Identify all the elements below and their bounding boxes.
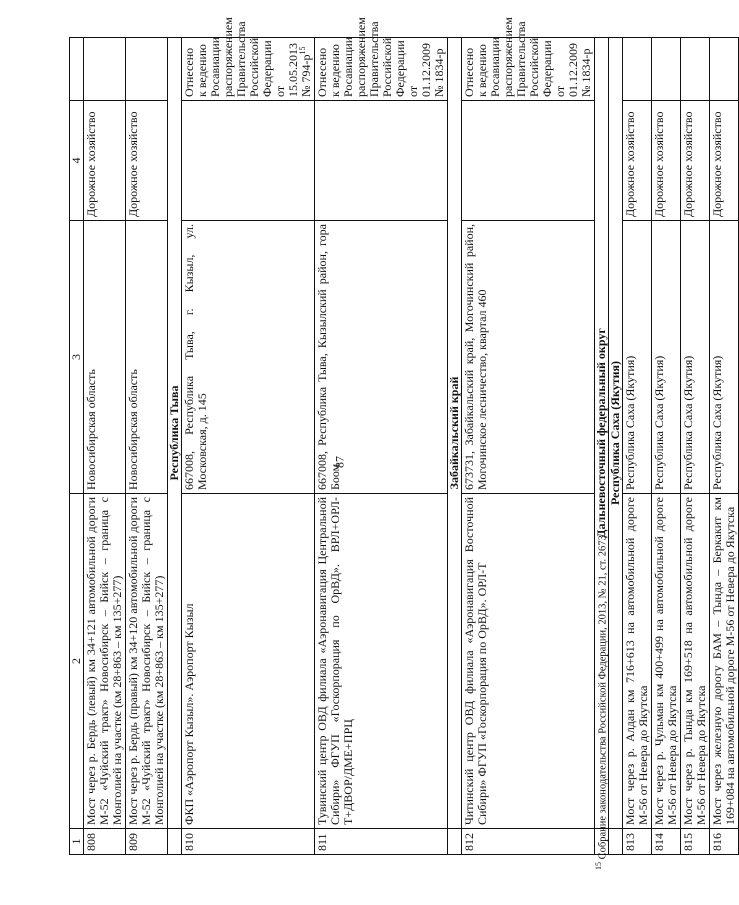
- basis-cell: [681, 38, 710, 101]
- object-name-cell-text: Мост через р. Бердь (правый) км 34+120 автомобильной дороги М-52 «Чуйский тракт» Новосибирск – Бийск – граница с Монголией на участке (км 28+863 – км 135+277): [126, 497, 166, 825]
- object-name-cell-text: Мост через железную дорогу БАМ – Тында – Беркакит км 169+084 на автомобильной дороге М-56 от Невера до Якутска: [710, 497, 737, 825]
- row-number-cell-text: 812: [462, 833, 476, 851]
- row-number-cell: [315, 829, 448, 855]
- object-name-cell: [652, 494, 681, 829]
- basis-cell: [623, 38, 652, 101]
- object-name-cell-text: Читинский центр ОВД филиала «Аэронавигация Восточной Сибири» ФГУП «Госкорпорация по ОрВД». ОРЛ-Т: [462, 497, 489, 825]
- row-number-cell-text: 815: [681, 833, 695, 851]
- region-label: Дальневосточный федеральный округ: [595, 38, 609, 829]
- basis-cell-text: Отнесено к ведению Росавиации распоряжением Правительства Российской Федерации от 15.05.2013 № 794-р: [182, 17, 313, 97]
- region-row: [448, 38, 462, 855]
- row-number-cell-text: 816: [710, 833, 724, 851]
- table-row: [126, 38, 168, 855]
- location-cell-text: Новосибирская область: [84, 369, 98, 490]
- category-cell-text: Дорожное хозяйство: [681, 111, 695, 217]
- category-cell: [126, 101, 168, 221]
- location-cell-text: Республика Саха (Якутия): [681, 355, 695, 490]
- basis-cell: [462, 17, 595, 101]
- basis-cell: [652, 38, 681, 101]
- basis-cell-text: Отнесено к ведению Росавиации распоряжением Правительства Российской Федерации от 01.12.2009 № 1834-р: [462, 17, 593, 97]
- row-number-cell-text: 809: [126, 833, 140, 851]
- header-cell: 3: [70, 221, 84, 494]
- table-row: [681, 38, 710, 855]
- row-number-cell-text: 813: [623, 833, 637, 851]
- location-cell-text: 667008, Республика Тыва, Кызылский район, гора Боом: [315, 224, 342, 490]
- location-cell-text: Республика Саха (Якутия): [652, 355, 666, 490]
- location-cell-text: Республика Саха (Якутия): [710, 355, 724, 490]
- object-name-cell-text: Мост через р. Чульман км 400+499 на автомобильной дороге М-56 от Невера до Якутска: [652, 497, 679, 825]
- header-cell: [70, 38, 84, 101]
- location-cell: [681, 221, 710, 494]
- category-cell-text: Дорожное хозяйство: [623, 111, 637, 217]
- object-name-cell: [84, 494, 126, 829]
- category-cell: [315, 101, 448, 221]
- header-cell: 4: [70, 101, 84, 221]
- row-number-cell-text: 811: [315, 833, 329, 851]
- location-cell: [623, 221, 652, 494]
- row-number-cell: [462, 829, 595, 855]
- header-cell: 2: [70, 494, 84, 829]
- location-cell: [126, 221, 168, 494]
- object-name-cell-text: ФКП «Аэропорт Кызыл». Аэропорт Кызыл: [182, 603, 196, 825]
- location-cell: [462, 221, 595, 494]
- footnote-separator: [594, 700, 595, 790]
- category-cell: [710, 101, 739, 221]
- table-body: [84, 17, 739, 855]
- row-number-cell: [652, 829, 681, 855]
- basis-cell-text: Отнесено к ведению Росавиации распоряжением Правительства Российской Федерации от 01.12.2009 № 1834-р: [315, 17, 446, 97]
- location-cell-text: 667008, Республика Тыва, г. Кызыл, ул. Московская, д. 145: [182, 224, 209, 490]
- category-cell: [462, 101, 595, 221]
- footnote: [594, 90, 609, 870]
- region-label: Республика Тыва: [168, 38, 182, 829]
- category-cell: [652, 101, 681, 221]
- header-row: [70, 38, 84, 855]
- object-name-cell: [681, 494, 710, 829]
- location-cell: [652, 221, 681, 494]
- region-label: Забайкальский край: [448, 38, 462, 829]
- object-name-cell-text: Тувинский центр ОВД филиала «Аэронавигация Центральной Сибири» ФГУП «Госкорпорация по ОрВД». ВРЛ+ОРЛ-Т+ДВОР/ДМЕ+ПРЦ: [315, 497, 355, 825]
- object-name-cell: [182, 494, 315, 829]
- category-cell: [84, 101, 126, 221]
- region-row: [609, 38, 623, 855]
- basis-cell: [182, 17, 315, 101]
- empty-cell: [448, 829, 462, 855]
- table-row: [710, 38, 739, 855]
- location-cell: [315, 221, 448, 494]
- category-cell: [623, 101, 652, 221]
- row-number-cell: [182, 829, 315, 855]
- basis-cell: [84, 38, 126, 101]
- location-cell-text: Новосибирская область: [126, 369, 140, 490]
- table-row: [652, 38, 681, 855]
- object-name-cell: [462, 494, 595, 829]
- category-cell: [681, 101, 710, 221]
- region-label: Республика Саха (Якутия): [609, 38, 623, 829]
- category-cell-text: Дорожное хозяйство: [126, 111, 140, 217]
- footnote-reference: 15: [298, 46, 307, 55]
- region-row: [168, 38, 182, 855]
- location-cell: [84, 221, 126, 494]
- object-name-cell: [126, 494, 168, 829]
- table-row: [623, 38, 652, 855]
- row-number-cell-text: 810: [182, 833, 196, 851]
- object-name-cell-text: Мост через р. Бердь (левый) км 34+121 автомобильной дороги М-52 «Чуйский тракт» Новосибирск – Бийск – граница с Монголией на участке (км 28+863 – км 135+277): [84, 497, 124, 825]
- row-number-cell: [126, 829, 168, 855]
- row-number-cell-text: 814: [652, 833, 666, 851]
- table-row: [182, 38, 315, 855]
- category-cell: [182, 101, 315, 221]
- row-number-cell-text: 808: [84, 833, 98, 851]
- object-name-cell-text: Мост через р. Тында км 169+518 на автомобильной дороге М-56 от Невера до Якутска: [681, 497, 708, 825]
- row-number-cell: [710, 829, 739, 855]
- object-name-cell: [623, 494, 652, 829]
- row-number-cell: [623, 829, 652, 855]
- category-cell-text: Дорожное хозяйство: [710, 111, 724, 217]
- table-row: [315, 38, 448, 855]
- row-number-cell: [681, 829, 710, 855]
- location-cell-text: Республика Саха (Якутия): [623, 355, 637, 490]
- location-cell-text: 673731, Забайкальский край, Могочинский район, Могочинское лесничество, квартал 460: [462, 224, 489, 490]
- category-cell-text: Дорожное хозяйство: [652, 111, 666, 217]
- empty-cell: [168, 829, 182, 855]
- header-cell: 1: [70, 829, 84, 855]
- table-row: [462, 38, 595, 855]
- object-name-cell: [315, 494, 448, 829]
- basis-cell: [315, 17, 448, 101]
- location-cell: [182, 221, 315, 494]
- row-number-cell: [84, 829, 126, 855]
- empty-cell: [609, 829, 623, 855]
- table-row: [84, 38, 126, 855]
- page-number: 87: [332, 456, 347, 468]
- basis-cell: [126, 38, 168, 101]
- basis-cell: [710, 38, 739, 101]
- objects-table: [69, 17, 739, 855]
- object-name-cell-text: Мост через р. Алдан км 716+613 на автомобильной дороге М-56 от Невера до Якутска: [623, 497, 650, 825]
- footnote-text: Собрание законодательства Российской Федерации, 2013, № 21, ст. 2673.: [597, 532, 609, 860]
- footnote-marker: 15: [594, 862, 603, 870]
- location-cell: [710, 221, 739, 494]
- object-name-cell: [710, 494, 739, 829]
- category-cell-text: Дорожное хозяйство: [84, 111, 98, 217]
